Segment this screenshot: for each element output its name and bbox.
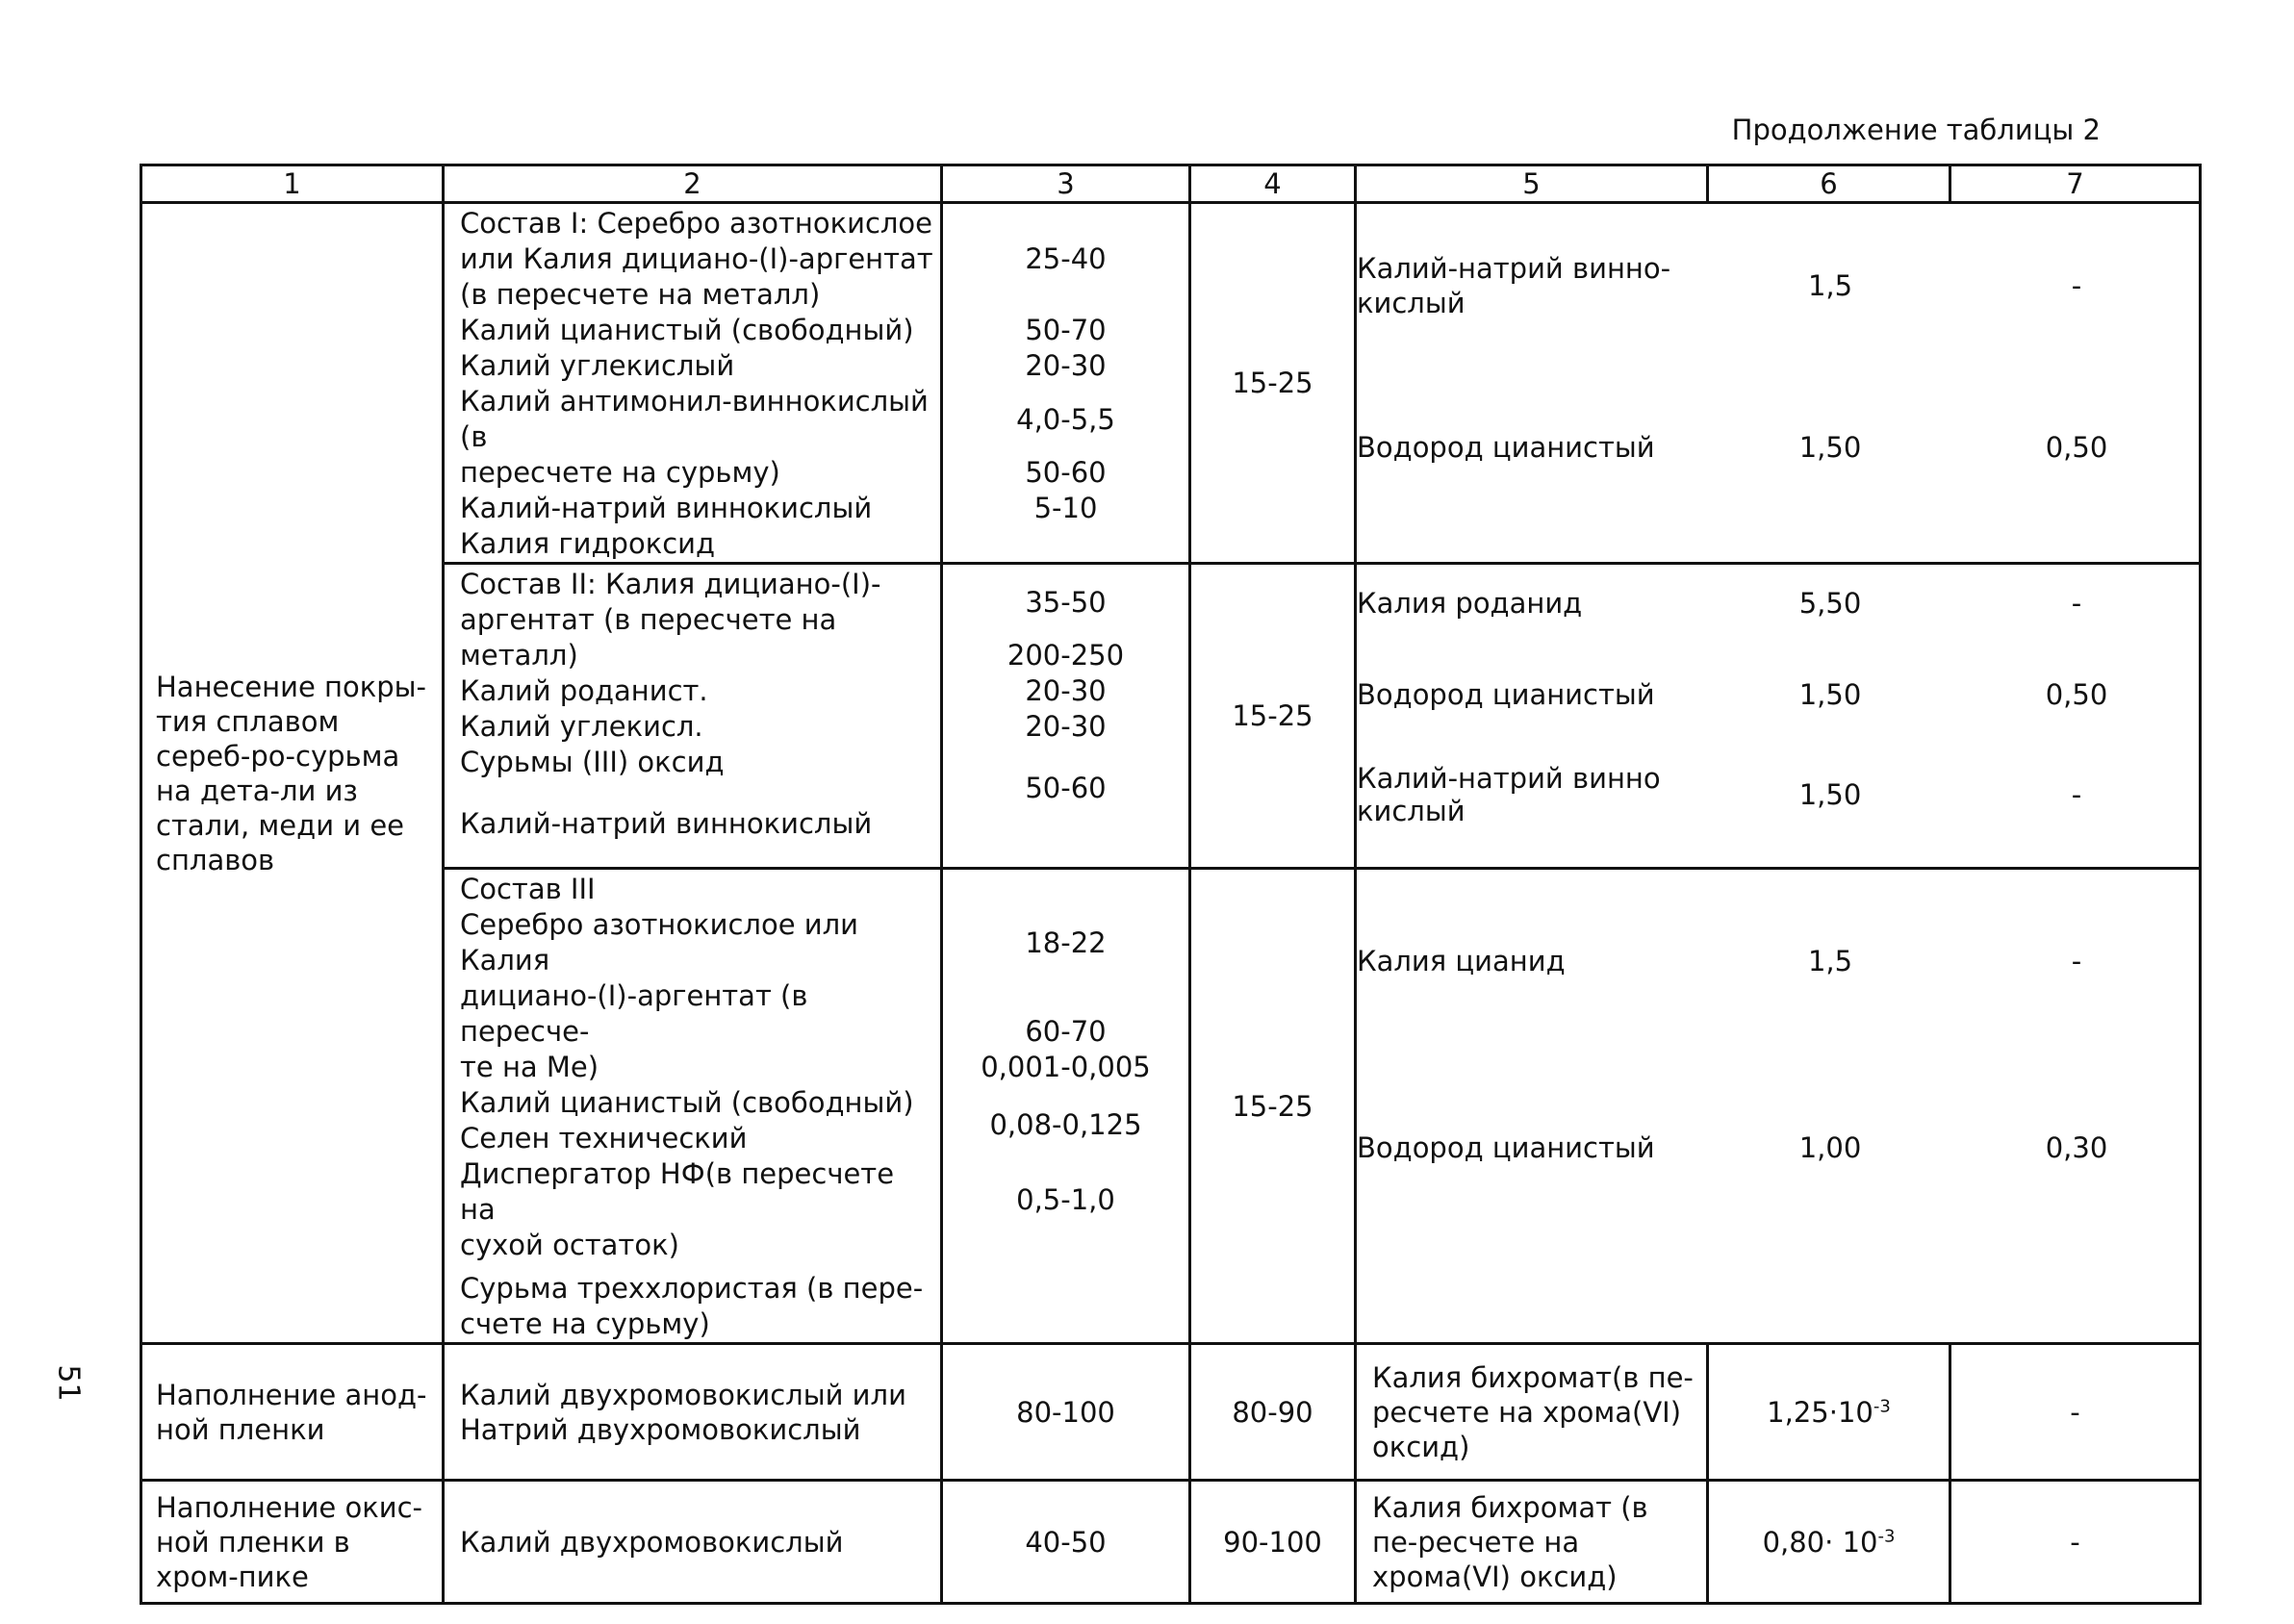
concentration-value: 0,5-1,0 <box>1016 1183 1115 1216</box>
concentration-value: 50-70 <box>1025 314 1107 346</box>
composition-line: пересчете на сурьму) <box>460 456 780 489</box>
table-row-composition-2 <box>141 564 2201 869</box>
composition-line: Калия гидроксид <box>460 527 716 560</box>
composition-cell <box>444 869 942 1344</box>
col6-value <box>1708 1344 1950 1481</box>
concentration-value: 35-50 <box>1025 586 1107 619</box>
col6-base: 1,25·10 <box>1767 1395 1873 1429</box>
concentration-value: 20-30 <box>1025 349 1107 382</box>
col6-value: 1,50 <box>1798 678 1862 711</box>
temperature-cell: 15-25 <box>1190 869 1356 1344</box>
released-substance: Водород цианистый <box>1357 1131 1655 1164</box>
substances-block <box>1356 869 2201 1344</box>
composition-line: Сурьма треххлористая (в пере- <box>460 1272 924 1305</box>
composition-line: Селен технический <box>460 1122 748 1155</box>
col6-value: 1,00 <box>1798 1131 1862 1164</box>
concentration-cell: 80-100 <box>942 1344 1190 1481</box>
col7-value: - <box>2071 269 2082 302</box>
page-number: 51 <box>51 1364 86 1402</box>
composition-line: Калий-натрий виннокислый <box>460 492 873 524</box>
header-cell: 6 <box>1708 165 1950 203</box>
concentration-value: 0,08-0,125 <box>989 1108 1142 1141</box>
col7-value: - <box>2071 778 2082 811</box>
composition-line: Сурьмы (III) оксид <box>460 746 725 778</box>
released-substance: Калия роданид <box>1357 587 1583 620</box>
composition-line: Калий углекисл. <box>460 710 703 743</box>
header-cell: 4 <box>1190 165 1356 203</box>
temperature-cell: 80-90 <box>1190 1344 1356 1481</box>
concentration-value: 50-60 <box>1025 456 1107 489</box>
substances-block <box>1356 564 2201 869</box>
data-table <box>140 164 2202 1605</box>
composition-line: Состав I: Серебро азотнокислое <box>460 207 933 240</box>
table-row-composition-3 <box>141 869 2201 1344</box>
col7-value: 0,50 <box>2045 678 2108 711</box>
composition-cell <box>444 203 942 564</box>
header-cell: 1 <box>141 165 444 203</box>
released-substance: Калий-натрий винно-кислый <box>1357 252 1671 319</box>
composition-line: Серебро азотнокислое или Калия <box>460 908 859 977</box>
temperature-cell: 90-100 <box>1190 1481 1356 1604</box>
composition-cell: Калий двухромовокислый или Натрий двухромовокислый <box>444 1344 942 1481</box>
col6-value <box>1708 1481 1950 1604</box>
col6-value: 1,5 <box>1807 945 1853 977</box>
header-cell: 2 <box>444 165 942 203</box>
temperature-cell: 15-25 <box>1190 564 1356 869</box>
composition-cell: Калий двухромовокислый <box>444 1481 942 1604</box>
released-substance: Калий-натрий винно кислый <box>1357 762 1661 827</box>
table-caption: Продолжение таблицы 2 <box>1731 114 2101 146</box>
released-substance: Водород цианистый <box>1357 430 1655 464</box>
concentration-cell <box>942 869 1190 1344</box>
concentration-cell <box>942 564 1190 869</box>
concentration-value: 20-30 <box>1025 710 1107 743</box>
composition-line: Калий-натрий виннокислый <box>460 807 873 840</box>
composition-line: аргентат (в пересчете на металл) <box>460 603 837 672</box>
table-row-anode-film <box>141 1344 2201 1481</box>
composition-line: Калий антимонил-виннокислый (в <box>460 385 929 453</box>
col7-value: - <box>2071 587 2082 620</box>
composition-line: Калий роданист. <box>460 674 708 707</box>
col6-value: 1,50 <box>1798 778 1862 811</box>
concentration-value: 4,0-5,5 <box>1016 403 1115 436</box>
col6-value: 5,50 <box>1798 587 1862 620</box>
col6-value: 1,5 <box>1807 269 1853 302</box>
col6-exponent: -3 <box>1877 1525 1896 1546</box>
col7-value: - <box>1950 1481 2201 1604</box>
composition-line: Диспергатор НФ(в пересчете на <box>460 1157 895 1226</box>
composition-line: сухой остаток) <box>460 1229 679 1261</box>
concentration-value: 20-30 <box>1025 674 1107 707</box>
table-row-composition-1 <box>141 203 2201 564</box>
col7-value: 0,30 <box>2045 1131 2108 1164</box>
composition-line: (в пересчете на металл) <box>460 278 821 311</box>
composition-line: Калий цианистый (свободный) <box>460 314 914 346</box>
header-row <box>141 165 2201 203</box>
col7-value: - <box>2071 945 2082 977</box>
released-substance: Калия бихромат (в пе-ресчете на хрома(VI) оксид) <box>1356 1481 1708 1604</box>
composition-line: Состав III <box>460 873 596 905</box>
col7-value: 0,50 <box>2045 430 2108 464</box>
col7-value: - <box>1950 1344 2201 1481</box>
temperature-cell: 15-25 <box>1190 203 1356 564</box>
process-cell: Нанесение покры-тия сплавом сереб-ро-сурьма на дета-ли из стали, меди и ее сплавов <box>141 203 444 1344</box>
concentration-value: 60-70 <box>1025 1015 1107 1048</box>
concentration-value: 200-250 <box>1007 639 1125 672</box>
concentration-value: 50-60 <box>1025 772 1107 804</box>
substances-block <box>1356 203 2201 564</box>
table-row-oxide-film <box>141 1481 2201 1604</box>
col6-base: 0,80· 10 <box>1762 1525 1878 1559</box>
concentration-value: 5-10 <box>1033 492 1098 524</box>
concentration-value: 0,001-0,005 <box>981 1051 1151 1083</box>
composition-line: те на Ме) <box>460 1051 599 1083</box>
process-cell: Наполнение анод-ной пленки <box>141 1344 444 1481</box>
composition-line: или Калия дициано-(I)-аргентат <box>460 242 933 275</box>
composition-cell <box>444 564 942 869</box>
concentration-value: 18-22 <box>1025 926 1107 959</box>
composition-line: счете на сурьму) <box>460 1307 710 1340</box>
released-substance: Калия цианид <box>1357 945 1566 977</box>
concentration-value: 25-40 <box>1025 242 1107 275</box>
composition-line: дициано-(I)-аргентат (в пересче- <box>460 979 808 1048</box>
header-cell: 3 <box>942 165 1190 203</box>
concentration-cell <box>942 203 1190 564</box>
process-cell: Наполнение окис-ной пленки в хром-пике <box>141 1481 444 1604</box>
header-cell: 5 <box>1356 165 1708 203</box>
header-cell: 7 <box>1950 165 2201 203</box>
composition-line: Состав II: Калия дициано-(I)- <box>460 568 881 600</box>
col6-value: 1,50 <box>1798 430 1862 464</box>
composition-line: Калий цианистый (свободный) <box>460 1086 914 1119</box>
concentration-cell: 40-50 <box>942 1481 1190 1604</box>
col6-exponent: -3 <box>1873 1395 1891 1416</box>
composition-line: Калий углекислый <box>460 349 735 382</box>
released-substance: Водород цианистый <box>1357 678 1655 711</box>
released-substance: Калия бихромат(в пе-ресчете на хрома(VI) оксид) <box>1356 1344 1708 1481</box>
